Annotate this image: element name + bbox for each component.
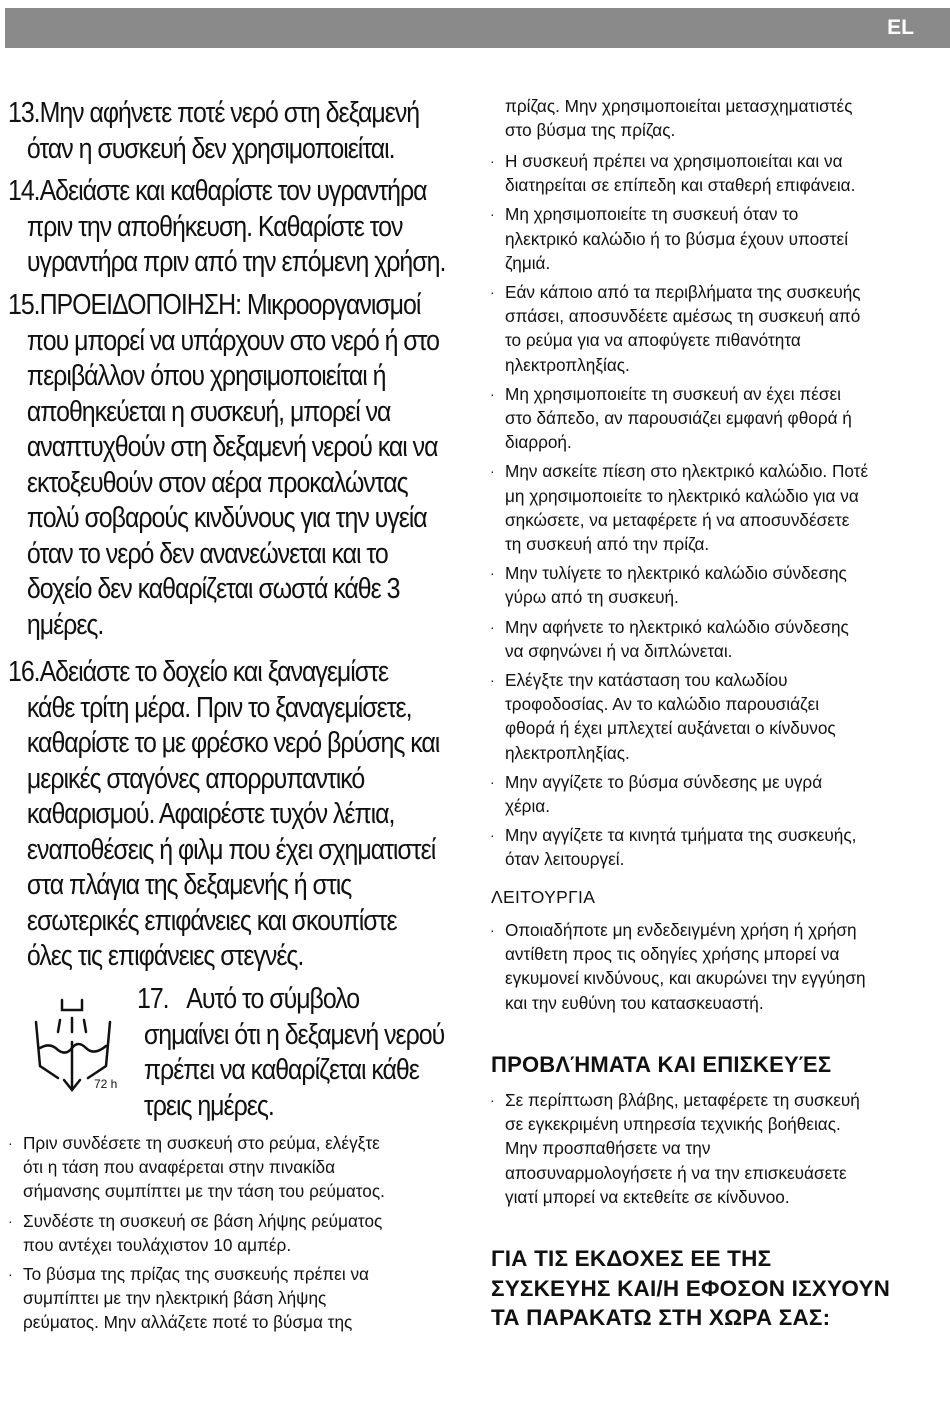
- list-item: · Ελέγξτε την κατάσταση του καλωδίου τροφοδοσίας. Αν το καλώδιο παρουσιάζει φθορά ή έχει μπλεχτεί αυξάνεται ο κίνδυνος ηλεκτροπληξίας.: [490, 670, 836, 763]
- operation-bullet-list: [490, 918, 866, 1020]
- eu-versions-heading: ΓΙΑ ΤΙΣ ΕΚΔΟΧΕΣ ΕΕ ΤΗΣ ΣΥΣΚΕΥΗΣ ΚΑΙ/Η ΕΦΟΣΟΝ ΙΣΧΥΟΥΝ ΤΑ ΠΑΡΑΚΑΤΩ ΣΤΗ ΧΩΡΑ ΣΑΣ:: [491, 1246, 891, 1330]
- list-item: · Συνδέστε τη συσκευή σε βάση λήψης ρεύματος που αντέχει τουλάχιστον 10 αμπέρ.: [8, 1210, 383, 1255]
- item-line: ημέρες.: [26, 608, 104, 641]
- item-line: όταν το νερό δεν ανανεώνεται και το: [26, 537, 388, 570]
- item-14: [8, 174, 445, 281]
- repairs-heading: ΠΡΟΒΛΉΜΑΤΑ ΚΑΙ ΕΠΙΣΚΕΥΈΣ: [491, 1052, 832, 1077]
- item-line: όλες τις επιφάνειες στεγνές.: [26, 940, 304, 972]
- item-line: εσωτερικές επιφάνειες και σκουπίστε: [26, 904, 397, 937]
- item-line: Αδειάστε και καθαρίστε τον υγραντήρα: [39, 175, 427, 207]
- item-line: αποθηκεύεται η συσκευή, μπορεί να: [26, 395, 391, 428]
- item-line: Αυτό το σύμβολο: [186, 983, 360, 1015]
- header-bar: [5, 8, 950, 48]
- list-item: · Μη χρησιμοποιείτε τη συσκευή όταν το ηλεκτρικό καλώδιο ή το βύσμα έχουν υποστεί ζημιά.: [490, 204, 849, 273]
- list-item: · Μην τυλίγετε το ηλεκτρικό καλώδιο σύνδεσης γύρω από τη συσκευή.: [490, 563, 847, 608]
- item-line: κάθε τρίτη μέρα. Πριν το ξαναγεμίσετε,: [26, 691, 412, 724]
- list-item: · Εάν κάποιο από τα περιβλήματα της συσκευής σπάσει, αποσυνδέετε αμέσως τη συσκευή από το ρεύμα για να αποφύγετε πιθανότητα ηλεκτροπληξίας.: [490, 282, 861, 375]
- item-13: [8, 96, 419, 167]
- item-line: πριν την αποθήκευση. Καθαρίστε τον: [26, 210, 403, 243]
- item-line: Μην αφήνετε ποτέ νερό στη δεξαμενή: [39, 97, 420, 129]
- item-line: στα πλάγια της δεξαμενής ή στις: [26, 869, 352, 901]
- item-line: υγραντήρα πριν από την επόμενη χρήση.: [26, 246, 446, 278]
- item-line: Αδειάστε το δοχείο και ξαναγεμίστε: [39, 656, 389, 688]
- list-item: · Μη χρησιμοποιείτε τη συσκευή αν έχει πέσει στο δάπεδο, αν παρουσιάζει εμφανή φθορά ή διαρροή.: [490, 383, 852, 453]
- item-15: [8, 288, 439, 643]
- item-number: 14.: [8, 175, 40, 207]
- item-line: δοχείο δεν καθαρίζεται σωστά κάθε 3: [26, 573, 400, 605]
- language-code: EL: [887, 16, 914, 39]
- item-line: αναπτυχθούν στη δεξαμενή νερού και να: [26, 431, 438, 463]
- item-number: 16.: [8, 656, 40, 688]
- item-line: μερικές σταγόνες απορρυπαντικό: [26, 762, 365, 795]
- item-line: εκτοξευθούν στον αέρα προκαλώντας: [26, 466, 408, 499]
- item-line: που μπορεί να υπάρχουν στο νερό ή στο: [26, 324, 439, 357]
- item-line: όταν η συσκευή δεν χρησιμοποιείται.: [26, 132, 395, 165]
- item-number: 13.: [8, 97, 40, 129]
- item-line: ΠΡΟΕΙΔΟΠΟΙΗΣΗ: Μικροοργανισμοί: [39, 289, 421, 321]
- item-line: περιβάλλον όπου χρησιμοποιείται ή: [26, 360, 386, 392]
- item-line: καθαρίστε το με φρέσκο νερό βρύσης και: [26, 727, 440, 759]
- item-number: 17.: [137, 983, 169, 1015]
- item-16: [8, 655, 439, 975]
- continued-text: πρίζας. Μην χρησιμοποιείται μετασχηματιστές στο βύσμα της πρίζας.: [505, 96, 853, 141]
- symbol-label: 72 h: [94, 1077, 118, 1091]
- right-bullet-list: [490, 149, 868, 877]
- list-item: · Μην ασκείτε πίεση στο ηλεκτρικό καλώδιο. Ποτέ μη χρησιμοποιείτε το ηλεκτρικό καλώδιο για να σηκώσετε, να μεταφέρετε ή να αποσυνδέσετε τη συσκευή από την πρίζα.: [490, 461, 869, 555]
- item-line: εναποθέσεις ή φιλμ που έχει σχηματιστεί: [26, 833, 436, 866]
- list-item: · Σε περίπτωση βλάβης, μεταφέρετε τη συσκευή σε εγκεκριμένη υπηρεσία τεχνικής βοήθειας. Μην προσπαθήσετε να την αποσυναρμολογήσετε ή να την επισκευάσετε γιατί μπορεί να εκτεθείτε σε κίνδυνοο.: [490, 1090, 860, 1207]
- repairs-bullet-list: [490, 1088, 860, 1214]
- list-item: · Το βύσμα της πρίζας της συσκευής πρέπει να συμπίπτει με την ηλεκτρική βάση λήψης ρεύματος. Μην αλλάζετε ποτέ το βύσμα της: [8, 1264, 369, 1333]
- item-line: πρέπει να καθαρίζεται κάθε: [143, 1054, 419, 1086]
- item-line: καθαρισμού. Αφαιρέστε τυχόν λέπια,: [26, 798, 395, 830]
- operation-heading: ΛΕΙΤΟΥΡΓΙΑ: [491, 887, 596, 907]
- list-item: · Μην αφήνετε το ηλεκτρικό καλώδιο σύνδεσης να σφηνώνει ή να διπλώνεται.: [490, 616, 849, 661]
- item-line: τρεις ημέρες.: [143, 1089, 274, 1122]
- list-item: · Μην αγγίζετε τα κινητά τμήματα της συσκευής, όταν λειτουργεί.: [490, 825, 857, 870]
- list-item: · Οποιαδήποτε μη ενδεδειγμένη χρήση ή χρήση αντίθετη προς τις οδηγίες χρήσης μπορεί να εγκυμονεί κινδύνους, και ακυρώνει την εγγύηση και την ευθύνη του κατασκευαστή.: [490, 920, 866, 1013]
- list-item: · Η συσκευή πρέπει να χρησιμοποιείται και να διατηρείται σε επίπεδη και σταθερή επιφάνεια.: [490, 151, 856, 196]
- list-item: · Πριν συνδέσετε τη συσκευή στο ρεύμα, ελέγξτε ότι η τάση που αναφέρεται στην πινακίδα σήμανσης συμπίπτει με την τάση του ρεύματος.: [8, 1133, 385, 1202]
- item-number: 15.: [8, 289, 40, 321]
- item-line: σημαίνει ότι η δεξαμενή νερού: [143, 1018, 445, 1051]
- item-17: [137, 982, 444, 1124]
- left-bullet-list: [8, 1131, 385, 1340]
- list-item: · Μην αγγίζετε το βύσμα σύνδεσης με υγρά χέρια.: [490, 771, 823, 817]
- item-line: πολύ σοβαρούς κινδύνους για την υγεία: [26, 502, 427, 534]
- tank-cleaning-72h-icon: [30, 996, 130, 1096]
